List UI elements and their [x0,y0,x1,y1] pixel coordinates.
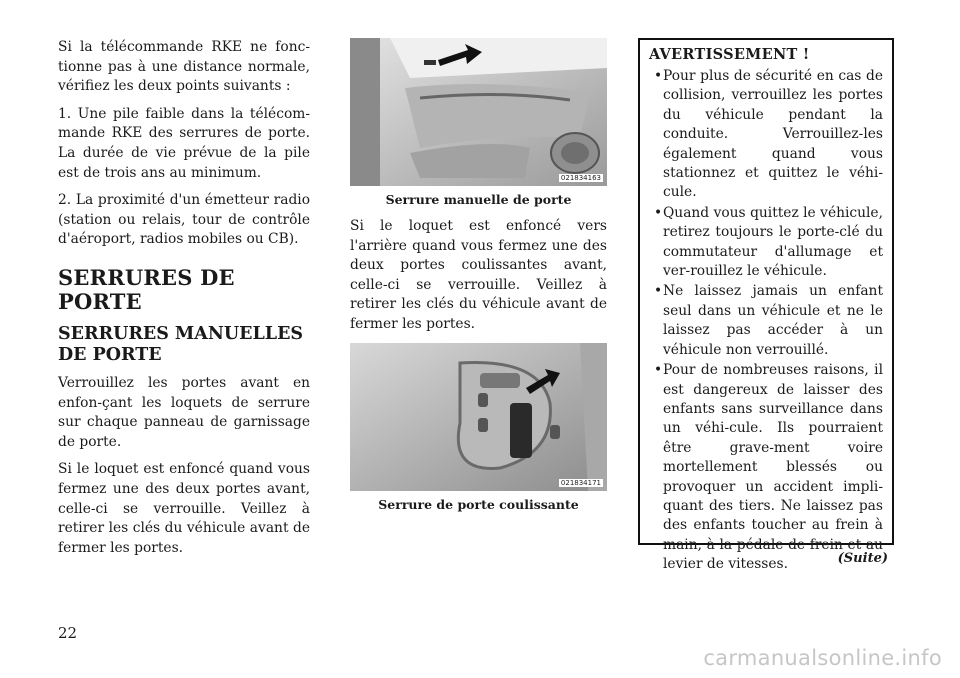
section-heading-door-locks: SERRURES DE PORTE [58,264,235,314]
middle-column [350,38,607,522]
left-column [58,38,310,566]
subsection-heading-manual-locks: SERRURES MANUELLES DE PORTE [58,323,304,365]
sliding-door-illustration [350,343,607,491]
page-number: 22 [58,624,78,642]
paragraph-rke-range: Si la télécommande RKE ne fonc-tionne pas à une distance normale, vérifiez les deux points suivants : [58,39,310,95]
paragraph-radio: 2. La proximité d'un émetteur radio (station ou relais, tour de contrôle d'aéroport, radios mobiles ou CB). [58,192,310,248]
figure-sliding-door-lock [350,343,607,491]
paragraph-lock-latch: Si le loquet est enfoncé quand vous fermez une des deux portes avant, celle-ci se verrouille. Veillez à retirer les clés du véhicule avant de fermer les portes. [58,461,310,556]
figure-id: 021834163 [560,174,601,182]
figure-manual-door-lock [350,38,607,186]
paragraph-front-doors: Verrouillez les portes avant en enfon-çant les loquets de serrure sur chaque panneau de garnissage de porte. [58,374,310,450]
site-watermark: carmanualsonline.info [703,646,942,670]
figure-caption: Serrure de porte coulissante [378,496,579,512]
paragraph-battery: 1. Une pile faible dans la télécom-mande RKE des serrures de porte. La durée de vie prévue de la pile est de trois ans au minimum. [58,105,310,181]
figure-caption: Serrure manuelle de porte [385,192,572,207]
warning-item: • Pour de nombreuses raisons, il est dangereux de laisser des enfants sans surveillance dans un véhi-cule. Ils pourraient être grave-ment voire mortellement blessés ou provoquer un accident impli-quant des tiers. Ne laissez pas des enfants toucher au frein à main, à la pédale de frein et au levier de vitesses. [649,361,883,574]
warning-item: • Pour plus de sécurité en cas de collision, verrouillez les portes du véhicule pendant la conduite. Verrouillez-les également quand vous stationnez et quittez le véhi-cule. [649,67,883,203]
figure-id: 021834171 [560,478,601,487]
paragraph-sliding-doors: Si le loquet est enfoncé vers l'arrière quand vous fermez une des deux portes coulissantes avant, celle-ci se verrouille. Veillez à retirer les clés du véhicule avant de fermer les portes. [350,218,607,332]
warning-item: • Quand vous quittez le véhicule, retirez toujours le porte-clé du commutateur d'allumage et ver-rouillez le véhicule. [649,204,883,282]
continued-label: (Suite) [837,551,888,566]
warning-title: AVERTISSEMENT ! [649,46,810,63]
warning-list [649,67,883,575]
door-panel-illustration [350,38,607,186]
warning-item: • Ne laissez jamais un enfant seul dans un véhicule et ne le laissez pas accéder à un véhicule non verrouillé. [649,282,883,360]
